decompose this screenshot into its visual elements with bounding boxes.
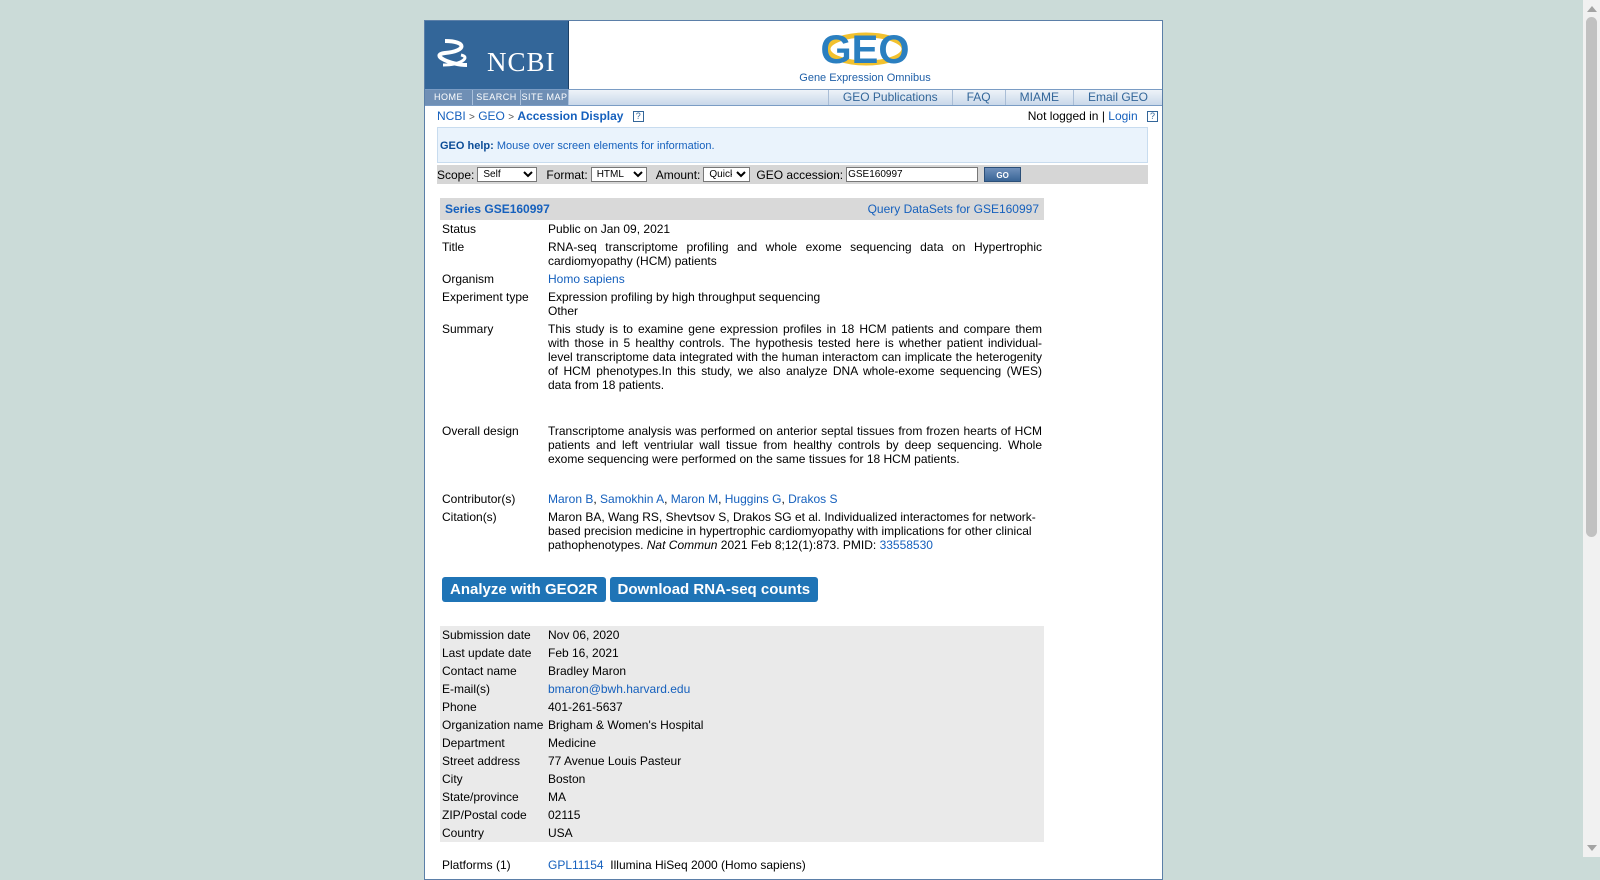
contributor-link[interactable]: Maron M — [670, 492, 719, 506]
contributor-link[interactable]: Samokhin A — [600, 492, 665, 506]
nav-link-geo-publications[interactable]: GEO Publications — [828, 90, 952, 105]
breadcrumb-separator: > — [469, 112, 475, 123]
geo-subtitle: Gene Expression Omnibus — [799, 72, 931, 84]
amount-select[interactable] — [703, 167, 750, 182]
login-link[interactable]: Login — [1108, 109, 1138, 123]
experiment-type-row: Experiment type Expression profiling by high throughput sequencing Other — [442, 290, 821, 318]
scope-label: Scope: — [437, 167, 475, 182]
scope-select[interactable] — [477, 167, 537, 182]
nav-link-email-geo[interactable]: Email GEO — [1073, 90, 1162, 105]
analyze-geo2r-button[interactable]: Analyze with GEO2R — [442, 577, 606, 602]
series-details — [440, 198, 1044, 874]
breadcrumb-separator: > — [508, 112, 515, 123]
organism-link[interactable]: Homo sapiens — [548, 272, 625, 286]
contributor-link[interactable]: Maron B — [548, 492, 594, 506]
ncbi-logo[interactable] — [425, 21, 569, 89]
query-datasets-link[interactable]: Query DataSets for GSE160997 — [867, 202, 1039, 216]
city-row: City Boston — [442, 772, 586, 786]
nav-links — [828, 90, 1162, 105]
header — [425, 21, 1162, 89]
series-title: Series GSE160997 — [445, 202, 550, 216]
contributor-link[interactable]: Drakos S — [788, 492, 838, 506]
breadcrumb — [437, 107, 1158, 125]
login-area — [1028, 107, 1158, 125]
geo-logo[interactable] — [795, 27, 935, 84]
breadcrumb-geo[interactable]: GEO — [478, 109, 505, 123]
email-link[interactable]: bmaron@bwh.harvard.edu — [548, 682, 691, 696]
geo-help-box — [437, 127, 1148, 163]
accession-input[interactable] — [846, 167, 978, 182]
nav-link-miame[interactable]: MIAME — [1005, 90, 1073, 105]
geo-logo-text: GEO — [822, 28, 908, 71]
phone-row: Phone 401-261-5637 — [442, 700, 623, 714]
geo-logo-graphic — [822, 27, 908, 71]
amount-label: Amount: — [655, 167, 701, 182]
overall-design-row: Overall design Transcriptome analysis was performed on anterior septal tissues from frozen hearts of HCM patients and left ventriular wall tissue from healthy controls by deep sequencing. Whole exome sequencing were performed on the same tissues for 18 HCM patients. — [442, 424, 1042, 466]
title-row: Title RNA-seq transcriptome profiling and whole exome sequencing data on Hypertrophic cardiomyopathy (HCM) patients — [442, 240, 1042, 268]
platform-link[interactable]: GPL11154 — [548, 858, 604, 872]
breadcrumb-current: Accession Display — [517, 109, 624, 123]
last-update-row: Last update date Feb 16, 2021 — [442, 646, 619, 660]
organism-row: Organism Homo sapiens — [442, 272, 625, 286]
scroll-down-icon[interactable] — [1587, 845, 1597, 851]
nav-home-button[interactable]: HOME — [425, 90, 473, 105]
department-row: Department Medicine — [442, 736, 597, 750]
format-label: Format: — [546, 167, 588, 182]
go-button[interactable]: GO — [984, 167, 1021, 182]
scroll-up-icon[interactable] — [1587, 6, 1597, 12]
nav-buttons — [425, 90, 569, 105]
nav-link-faq[interactable]: FAQ — [952, 90, 1005, 105]
login-status: Not logged in | — [1027, 109, 1105, 123]
action-buttons — [442, 577, 1044, 602]
query-bar — [437, 165, 1148, 184]
help-text: Mouse over screen elements for information. — [496, 140, 715, 152]
status-row: Status Public on Jan 09, 2021 — [442, 222, 671, 236]
vertical-scrollbar[interactable] — [1583, 0, 1600, 857]
scroll-thumb[interactable] — [1586, 17, 1597, 537]
zip-row: ZIP/Postal code 02115 — [442, 808, 581, 822]
platforms-row: Platforms (1) GPL11154 Illumina HiSeq 2000 (Homo sapiens) — [442, 858, 806, 872]
state-row: State/province MA — [442, 790, 566, 804]
accession-label: GEO accession: — [756, 167, 844, 182]
ncbi-logo-text: NCBI — [487, 47, 556, 77]
pmid-link[interactable]: 33558530 — [879, 538, 933, 552]
breadcrumb-ncbi[interactable]: NCBI — [437, 109, 466, 123]
summary-row: Summary This study is to examine gene expression profiles in 18 HCM patients and compare them with those in 5 healthy controls. The hypothesis tested here is whether patient individual-level transcriptome data integrated with the human interactom can implicate the heterogenity of HCM phenotypes.In this study, we also analyze DNA whole-exome sequencing (WES) data from 18 patients. — [442, 322, 1042, 392]
contact-info — [440, 626, 1044, 842]
series-header — [440, 198, 1044, 220]
help-question-icon[interactable]: ? — [633, 111, 644, 122]
nav-sitemap-button[interactable]: SITE MAP — [521, 90, 569, 105]
page-container — [424, 20, 1163, 880]
nav-search-button[interactable]: SEARCH — [473, 90, 521, 105]
platform-name: Illumina HiSeq 2000 (Homo sapiens) — [610, 858, 806, 872]
street-row: Street address 77 Avenue Louis Pasteur — [442, 754, 682, 768]
contributor-link[interactable]: Huggins G — [724, 492, 782, 506]
organization-row: Organization name Brigham & Women's Hospital — [442, 718, 704, 732]
top-nav-bar — [425, 89, 1162, 106]
format-select[interactable] — [591, 167, 647, 182]
contact-name-row: Contact name Bradley Maron — [442, 664, 627, 678]
login-help-icon[interactable]: ? — [1147, 111, 1158, 122]
country-row: Country USA — [442, 826, 573, 840]
contributors-row: Contributor(s) Maron B, Samokhin A, Maron M, Huggins G, Drakos S — [442, 492, 838, 506]
email-row: E-mail(s) bmaron@bwh.harvard.edu — [442, 682, 691, 696]
download-counts-button[interactable]: Download RNA-seq counts — [610, 577, 819, 602]
help-label: GEO help: — [440, 140, 494, 152]
ncbi-helix-icon — [437, 35, 473, 73]
citation-row: Citation(s) Maron BA, Wang RS, Shevtsov S, Drakos SG et al. Individualized interactomes for network-based precision medicine in hypertrophic cardiomyopathy with implications for other clinical pathophenotypes. Nat Commun 2021 Feb 8;12(1):873. PMID: 33558530 — [442, 510, 1036, 552]
submission-date-row: Submission date Nov 06, 2020 — [442, 628, 620, 642]
